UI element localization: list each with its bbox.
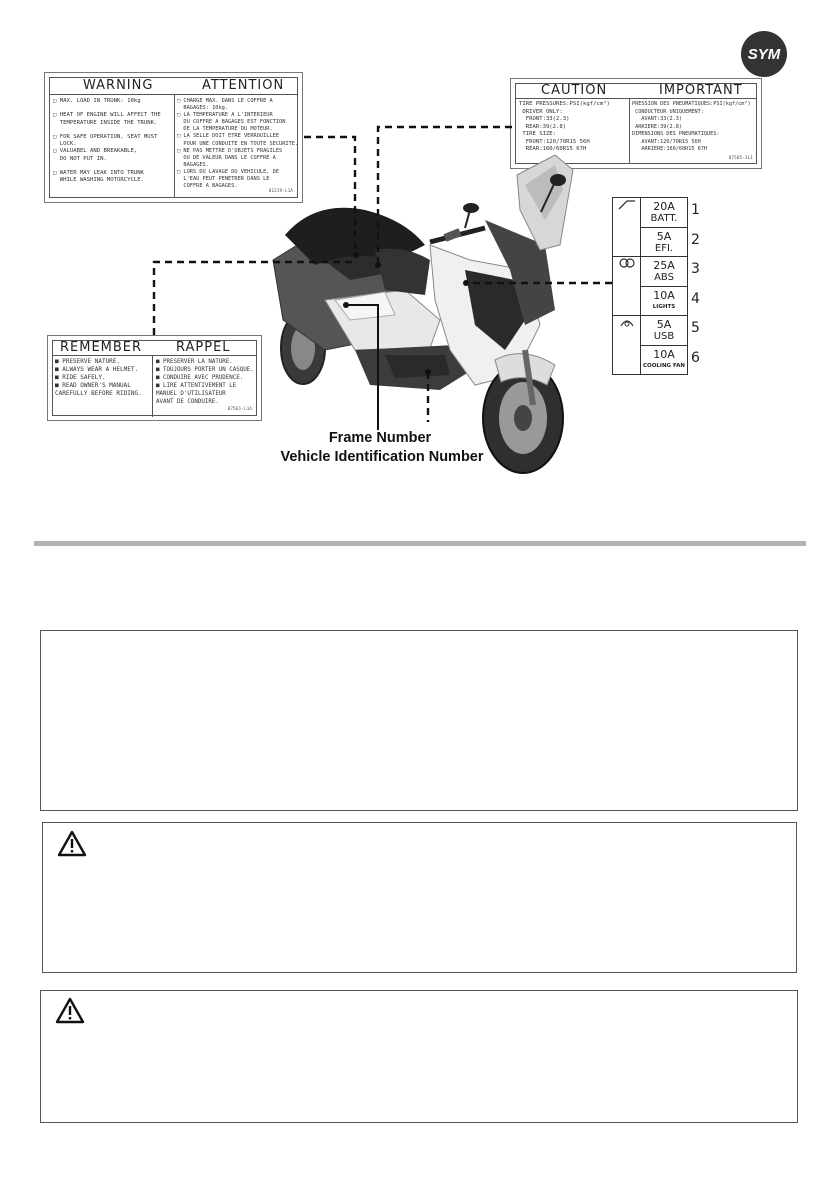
fuse-number: 6 <box>691 349 700 366</box>
fuse-cell <box>640 345 688 376</box>
important-title: IMPORTANT <box>659 83 743 98</box>
fuse-amperage: 10A <box>653 347 675 361</box>
fuse-name: COOLING FAN <box>643 362 685 369</box>
rappel-line: ■ CONDUIRE AVEC PRUDENCE. <box>156 375 244 381</box>
rappel-line: AVANT DE CONDUIRE. <box>156 399 219 405</box>
important-line: ARRIERE:160/60R15 67H <box>632 146 707 152</box>
caution-title: CAUTION <box>541 83 608 98</box>
attention-title: ATTENTION <box>202 78 285 93</box>
fuse-number: 2 <box>691 231 700 248</box>
caution-line: REAR:160/60R15 67H <box>519 146 587 152</box>
caution-code: 87505-3L1 <box>728 156 753 161</box>
fuse-cell <box>640 227 688 258</box>
important-line: ARRIERE:39(2.8) <box>632 123 682 130</box>
fuse-cell <box>640 197 688 228</box>
warning-line: □ WATER MAY LEAK INTO TRUNK <box>53 170 144 177</box>
attention-line: □ LA TEMPERATURE A L'INTERIEUR <box>177 112 273 119</box>
section-divider <box>34 541 806 546</box>
attention-line: DE LA TEMPERATURE DU MOTEUR. <box>177 126 273 133</box>
caution-line: TIRE SIZE: <box>519 131 557 137</box>
warning-line: TEMPERATURE INSIDE THE TRUNK. <box>53 119 158 126</box>
fuse-amperage: 25A <box>653 259 675 272</box>
important-line: CONDUCTEUR UNIQUEMENT: <box>632 108 704 115</box>
remember-code: 87561-L1A <box>227 407 252 412</box>
fuse-amperage: 20A <box>653 200 675 213</box>
attention-line: OU DE VALEUR DANS LE COFFRE A <box>177 154 276 161</box>
fuse-name: BATT. <box>650 213 678 224</box>
warning-box-2 <box>40 990 798 1123</box>
important-line: AVANT:33(2.3) <box>632 116 682 122</box>
attention-line: □ LA SELLE DOIT ETRE VERROUILLEE <box>177 133 280 140</box>
fuse-amperage: 5A <box>656 229 672 243</box>
fuse-name: LIGHTS <box>652 303 676 310</box>
attention-line: □ CHARGE MAX. DANS LE COFFRE A <box>177 98 273 104</box>
warning-line: LOCK. <box>53 141 77 148</box>
fan-symbol-icon <box>617 316 637 328</box>
attention-line: BAGAGES. <box>177 161 209 168</box>
attention-line: □ NE PAS METTRE D'OBJETS FRAGILES <box>177 147 283 154</box>
fuse-name: ABS <box>654 272 674 283</box>
caution-line: FRONT:33(2.3) <box>519 116 570 122</box>
frame-number-caption: Frame Number <box>328 430 432 446</box>
fuse-number: 4 <box>691 290 700 307</box>
remember-line: ■ ALWAYS WEAR A HELMET. <box>55 366 139 373</box>
warning-triangle-icon <box>57 830 87 857</box>
fuse-amperage: 10A <box>653 288 675 302</box>
attention-line: DU COFFRE A BAGAGES EST FONCTION <box>177 119 286 126</box>
fuse-cell <box>640 256 688 287</box>
warning-line: □ HEAT OF ENGINE WILL AFFECT THE <box>53 112 161 119</box>
warning-triangle-icon <box>55 997 85 1024</box>
caution-line: TIRE PRESSURES:PSI(kgf/cm²) <box>519 101 610 107</box>
warning-line: □ MAX. LOAD IN TRUNK: 10kg <box>53 98 141 104</box>
note-box <box>40 630 798 811</box>
caution-line: FRONT:120/70R15 56H <box>519 138 590 145</box>
fuse-name: EFI. <box>654 242 674 254</box>
warning-line: DO NOT PUT IN. <box>53 155 107 162</box>
warning-code: 81219-L1A <box>268 189 293 194</box>
fuse-symbol-icon <box>617 199 637 211</box>
remember-line: CAREFULLY BEFORE RIDING. <box>55 390 142 397</box>
remember-line: ■ RIDE SAFELY. <box>55 374 106 381</box>
attention-line: COFFRE A BAGAGES. <box>177 183 238 190</box>
logo-text: SYM <box>747 46 781 63</box>
important-line: AVANT:120/70R15 56H <box>632 138 701 145</box>
caution-line: REAR:39(2.8) <box>519 123 567 130</box>
fuse-cell <box>640 315 688 346</box>
attention-line: L'EAU PEUT PENETRER DANS LE <box>177 176 270 183</box>
fuse-number: 1 <box>691 202 700 218</box>
attention-line: □ LORS DU LAVAGE DU VEHICULE, DE <box>177 168 280 175</box>
attention-line: POUR UNE CONDUITE EN TOUTE SECURITE. <box>177 140 299 147</box>
fuse-name: USB <box>653 331 675 342</box>
rappel-line: ■ LIRE ATTENTIVEMENT LE <box>156 383 237 389</box>
important-line: DIMENSIONS DES PNEUMATIQUES: <box>632 131 720 137</box>
fuse-amperage: 5A <box>656 318 672 331</box>
abs-symbol-icon <box>617 257 637 269</box>
attention-line: BAGAGES: 10kg. <box>177 105 229 112</box>
remember-line: ■ READ OWNER'S MANUAL <box>55 382 131 389</box>
important-line: PRESSION DES PNEUMATIQUES:PSI(kgf/cm²) <box>632 101 751 107</box>
warning-line: □ VALUABEL AND BREAKABLE, <box>53 148 138 155</box>
fuse-cell <box>640 286 688 317</box>
rappel-title: RAPPEL <box>176 340 231 355</box>
warning-box-1 <box>42 822 797 973</box>
fuse-number: 3 <box>691 261 700 277</box>
remember-title: REMEMBER <box>60 340 143 355</box>
warning-line: □ FOR SAFE OPERATION, SEAT MUST <box>53 134 158 141</box>
remember-line: ■ PRESERVE NATURE. <box>55 358 121 365</box>
fuse-number: 5 <box>691 320 700 336</box>
rappel-line: MANUEL D'UTILISATEUR <box>156 391 226 397</box>
rappel-line: ■ PRESERVER LA NATURE. <box>156 359 233 365</box>
caution-line: DRIVER ONLY: <box>519 108 563 115</box>
rappel-line: ■ TOUJOURS PORTER UN CASQUE. <box>156 367 254 373</box>
fuse-box <box>612 197 704 375</box>
warning-title: WARNING <box>83 78 154 93</box>
vin-caption: Vehicle Identification Number <box>280 449 484 465</box>
warning-line: WHILE WASHING MOTORCYCLE. <box>53 177 144 184</box>
